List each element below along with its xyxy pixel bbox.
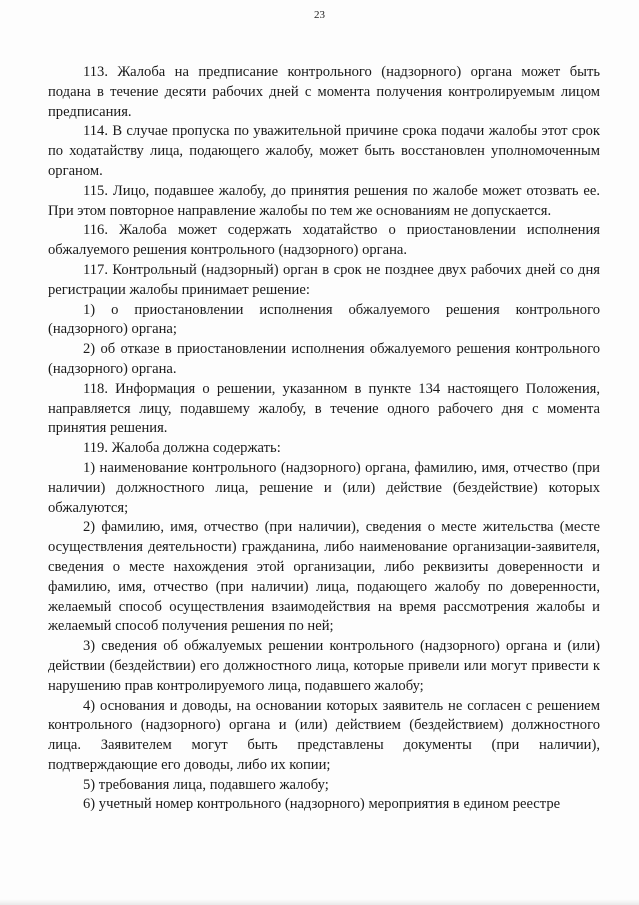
paragraph-116: 116. Жалоба может содержать ходатайство о приостановлении исполнения обжалуемого решения контрольного (надзорного) органа. bbox=[48, 222, 600, 259]
paragraph-113: 113. Жалоба на предписание контрольного (надзорного) органа может быть подана в течение десяти рабочих дней с момента получения контролируемым лицом предписания. bbox=[48, 64, 600, 120]
scan-bottom-edge bbox=[0, 899, 639, 905]
paragraph-114: 114. В случае пропуска по уважительной причине срока подачи жалобы этот срок по ходатайству лица, подающего жалобу, может быть восстановлен уполномоченным органом. bbox=[48, 123, 600, 179]
list-item-119-5: 5) требования лица, подавшего жалобу; bbox=[83, 776, 329, 793]
list-item-119-6: 6) учетный номер контрольного (надзорного) мероприятия в едином реестре bbox=[83, 796, 561, 813]
list-item-119-2: 2) фамилию, имя, отчество (при наличии), сведения о месте жительства (месте осуществления деятельности) гражданина, либо наименование организации-заявителя, сведения о месте нахождения этой организации, либо реквизиты доверенности и фамилию, имя, отчество (при наличии) лица, подающего жалобу по доверенности, желаемый способ осуществления взаимодействия на время рассмотрения жалобы и желаемый способ получения решения по ней; bbox=[48, 519, 600, 635]
paragraph-117: 117. Контрольный (надзорный) орган в срок не позднее двух рабочих дней со дня регистрации жалобы принимает решение: bbox=[48, 261, 600, 298]
page-number: 23 bbox=[314, 9, 325, 21]
list-item-119-3: 3) сведения об обжалуемых решении контрольного (надзорного) органа и (или) действии (бездействии) его должностного лица, которые привели или могут привести к нарушению прав контролируемого лица, подавшего жалобу; bbox=[48, 638, 600, 694]
list-item-117-1: 1) о приостановлении исполнения обжалуемого решения контрольного (надзорного) органа; bbox=[48, 301, 600, 338]
paragraph-115: 115. Лицо, подавшее жалобу, до принятия решения по жалобе может отозвать ее. При этом повторное направление жалобы по тем же основаниям не допускается. bbox=[48, 182, 600, 219]
list-item-119-4: 4) основания и доводы, на основании которых заявитель не согласен с решением контрольного (надзорного) органа и (или) действием (бездействием) должностного лица. Заявителем могут быть представлены документы (при наличии), подтверждающие его доводы, либо их копии; bbox=[48, 697, 600, 773]
paragraph-118: 118. Информация о решении, указанном в пункте 134 настоящего Положения, направляется лицу, подавшему жалобу, в течение одного рабочего дня с момента принятия решения. bbox=[48, 380, 600, 437]
paragraph-119: 119. Жалоба должна содержать: bbox=[83, 440, 281, 457]
list-item-119-1: 1) наименование контрольного (надзорного) органа, фамилию, имя, отчество (при наличии) должностного лица, решение и (или) действие (бездействие) которых обжалуются; bbox=[48, 459, 600, 516]
document-body bbox=[48, 63, 600, 815]
list-item-117-2: 2) об отказе в приостановлении исполнения обжалуемого решения контрольного (надзорного) органа. bbox=[48, 341, 600, 377]
